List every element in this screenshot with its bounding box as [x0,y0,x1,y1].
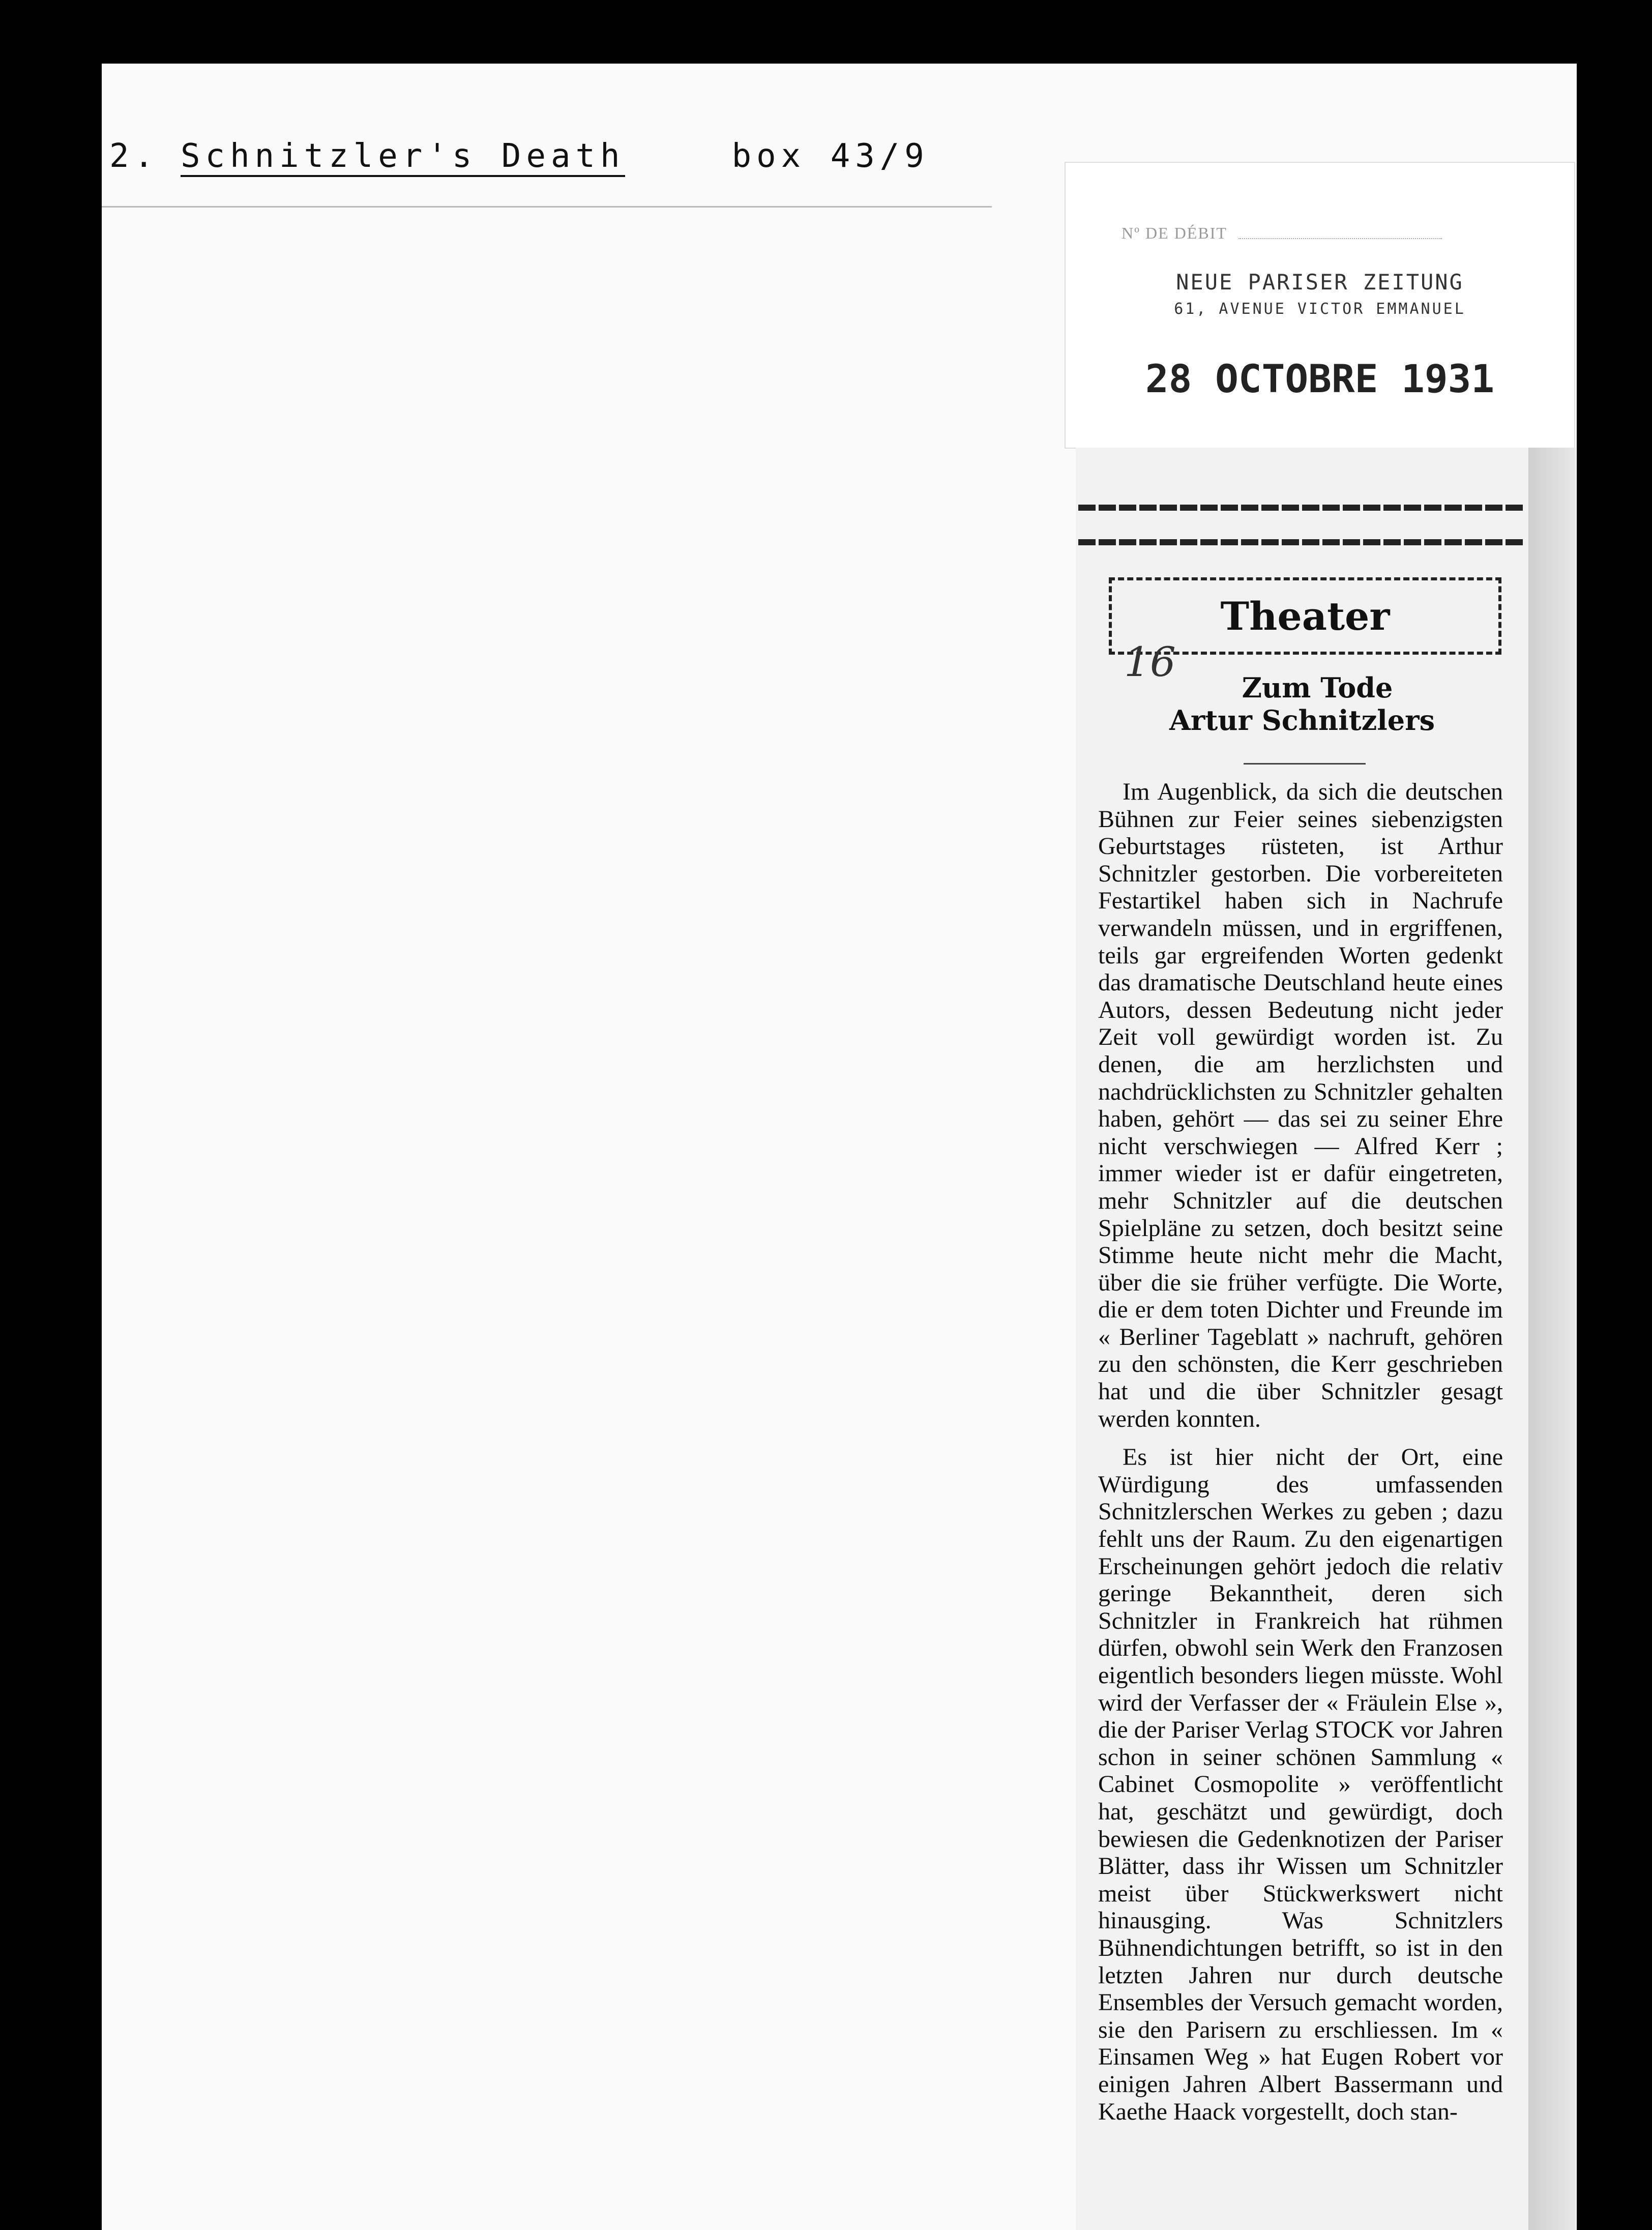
newspaper-clipping [1076,448,1528,2230]
article-paragraph: Es ist hier nicht der Ort, eine Würdigung des umfassenden Schnitzlerschen Werkes zu geben ; dazu fehlt uns der Raum. Zu den eigenartigen Erscheinungen gehört jedoch die relativ geringe Bekanntheit, deren sich Schnitzler in Frankreich hat rühmen dürfen, obwohl sein Werk den Franzosen eigentlich besonders liegen müsste. Wohl wird der Verfasser der « Fräulein Else », die der Pariser Verlag STOCK vor Jahren schon in seiner schönen Sammlung « Cabinet Cosmopolite » veröffentlicht hat, geschätzt und gewürdigt, doch bewiesen die Gedenknotizen der Pariser Blätter, dass ihr Wissen um Schnitzler meist über Stückwerkswert nicht hinausging. Was Schnitzlers Bühnendichtungen betrifft, so ist in den letzten Jahren nur durch deutsche Ensembles der Versuch gemacht worden, sie den Parisern zu erschliessen. Im « Einsamen Weg » hat Eugen Robert vor einigen Jahren Albert Bassermann und Kaethe Haack vorgestellt, doch stan- [1098,1444,1503,2125]
debit-label: Nº DE DÉBIT [1122,224,1227,242]
press-stamp [1066,163,1574,448]
section-heading: Theater [1109,577,1501,655]
headline-rule [1244,763,1366,765]
item-number: 2. [109,137,159,175]
clipping-shadow [1528,448,1576,2230]
decorative-rule [1078,539,1526,545]
article-paragraph: Im Augenblick, da sich die deutschen Bühnen zur Feier seines siebenzigsten Geburtstages rüsteten, ist Arthur Schnitzler gestorben. Die vorbereiteten Festartikel haben sich in Nachrufe verwandeln müssen, und in ergriffenen, teils gar ergreifenden Worten gedenkt das dramatische Deutschland heute eines Autors, dessen Bedeutung nicht jeder Zeit voll gewürdigt worden ist. Zu denen, die am herzlichsten und nachdrücklichsten zu Schnitzler gehalten haben, gehört — das sei zu seiner Ehre nicht verschwiegen — Alfred Kerr ; immer wieder ist er dafür eingetreten, mehr Schnitzler auf die deutschen Spielpläne zu setzen, doch besitzt seine Stimme heute nicht mehr die Macht, über die sie früher verfügte. Die Worte, die er dem toten Dichter und Freunde im « Berliner Tageblatt » nachruft, gehören zu den schönsten, die Kerr geschrieben hat und die über Schnitzler gesagt werden konnten. [1098,778,1503,1432]
headline-line-1: Zum Tode [1242,671,1393,704]
folder-title: Schnitzler's Death [181,137,625,177]
article-headline [1076,671,1528,737]
folder-header [109,137,929,175]
publication-name: NEUE PARISER ZEITUNG [1176,270,1464,295]
article-body [1098,778,1503,2136]
box-reference: box 43/9 [731,137,929,175]
stamp-date: 28 OCTOBRE 1931 [1145,356,1495,401]
publication-address: 61, AVENUE VICTOR EMMANUEL [1174,300,1466,318]
headline-line-2: Artur Schnitzlers [1169,704,1435,737]
debit-line [1238,238,1442,239]
handwritten-mark: 16 [1124,638,1176,686]
header-rule [102,206,992,208]
decorative-rule [1078,505,1526,511]
